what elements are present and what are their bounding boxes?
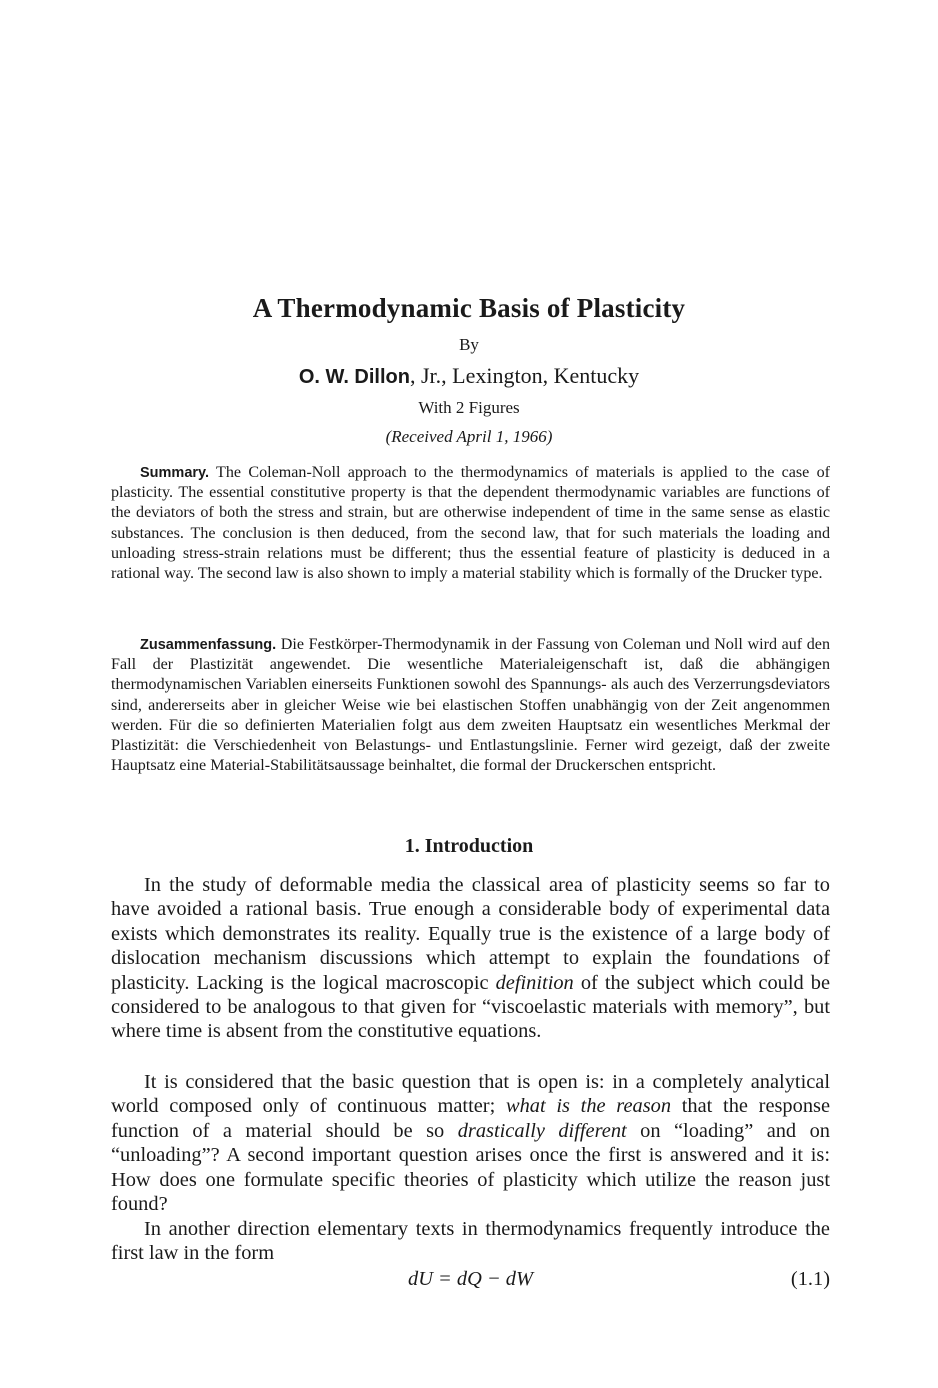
- summary-lead: Summary.: [140, 465, 210, 481]
- p1-emphasis: definition: [495, 971, 574, 994]
- author-line: [0, 363, 938, 389]
- paper-title: A Thermodynamic Basis of Plasticity: [252, 293, 686, 323]
- zusammenfassung-abstract: [111, 635, 830, 776]
- zusammenfassung-lead: Zusammenfassung.: [140, 637, 277, 653]
- p1-text-a: In the study of deformable media the classical area of plasticity seems so far to have avoided a rational basis. True enough a considerable body of experimental data exists which demonstrates its reality. Equally true is the existence of a large body of dislocation mechanism discussions which attempt to explain the foundations of plasticity. Lacking is the logical macroscopic: [111, 874, 830, 994]
- body-paragraph-2: [111, 1070, 830, 1216]
- equation-formula: dU = dQ − dW: [408, 1268, 533, 1290]
- author-name: O. W. Dillon: [298, 366, 410, 388]
- p1-text-b: of the subject which could be considered to be analogous to that given for “viscoelastic materials with memory”, but where time is absent from the constitutive equations.: [111, 971, 831, 1043]
- figures-note: With 2 Figures: [418, 398, 520, 417]
- p2-emphasis-2: drastically different: [457, 1119, 627, 1142]
- body-paragraph-3: In another direction elementary texts in thermodynamics frequently introduce the first law in the form: [111, 1218, 830, 1265]
- p2-emphasis-1: what is the reason: [505, 1095, 672, 1118]
- equation-1-1: [111, 1268, 830, 1296]
- body-paragraph-1: [111, 873, 830, 1044]
- section-heading: 1. Introduction: [404, 835, 534, 857]
- summary-abstract: [111, 463, 830, 584]
- received-date: (Received April 1, 1966): [385, 427, 553, 446]
- author-affiliation: , Jr., Lexington, Kentucky: [409, 363, 640, 388]
- p2-text-a: It is considered that the basic question that is open is: in a completely analytical world composed only of continuous matter;: [111, 1071, 830, 1118]
- zusammenfassung-text: Die Festkörper-Thermodynamik in der Fassung von Coleman und Noll wird auf den Fall der Plastizität angewendet. Die wesentliche Materialeigenschaft ist, daß die abhängigen thermodynamischen Variablen einerseits Funktionen sowohl des Spannungs- als auch des Verzerrungsdeviators sind, andererseits aber in gleicher Weise wie bei elastischen Stoffen unabhängig von der Zeit angenommen werden. Für die so definierten Materialien folgt aus dem zweiten Hauptsatz ein wesentliches Merkmal der Plastizität: die Verschiedenheit von Belastungs- und Entlastungslinie. Ferner wird gezeigt, daß der zweite Hauptsatz eine Material-Stabilitätsaussage beinhaltet, die formal der Druckerschen entspricht.: [111, 636, 830, 775]
- byline-by: By: [459, 335, 479, 354]
- summary-text: The Coleman-Noll approach to the thermodynamics of materials is applied to the case of plasticity. The essential constitutive property is that the dependent thermodynamic variables are functions of the deviators of both the stress and strain, but are otherwise independent of time in the same sense as elastic substances. The conclusion is then deduced, from the second law, that for such materials the loading and unloading stress-strain relations must be different; thus the essential feature of plasticity is deduced in a rational way. The second law is also shown to imply a material stability which is formally of the Drucker type.: [111, 464, 830, 583]
- p2-text-b: that the response function of a material should be so: [111, 1095, 830, 1142]
- p2-text-c: on “loading” and on “unloading”? A second important question arises once the first is answered and it is: How does one formulate specific theories of plasticity which utilize the reason just found?: [111, 1119, 830, 1216]
- equation-number: (1.1): [790, 1268, 830, 1290]
